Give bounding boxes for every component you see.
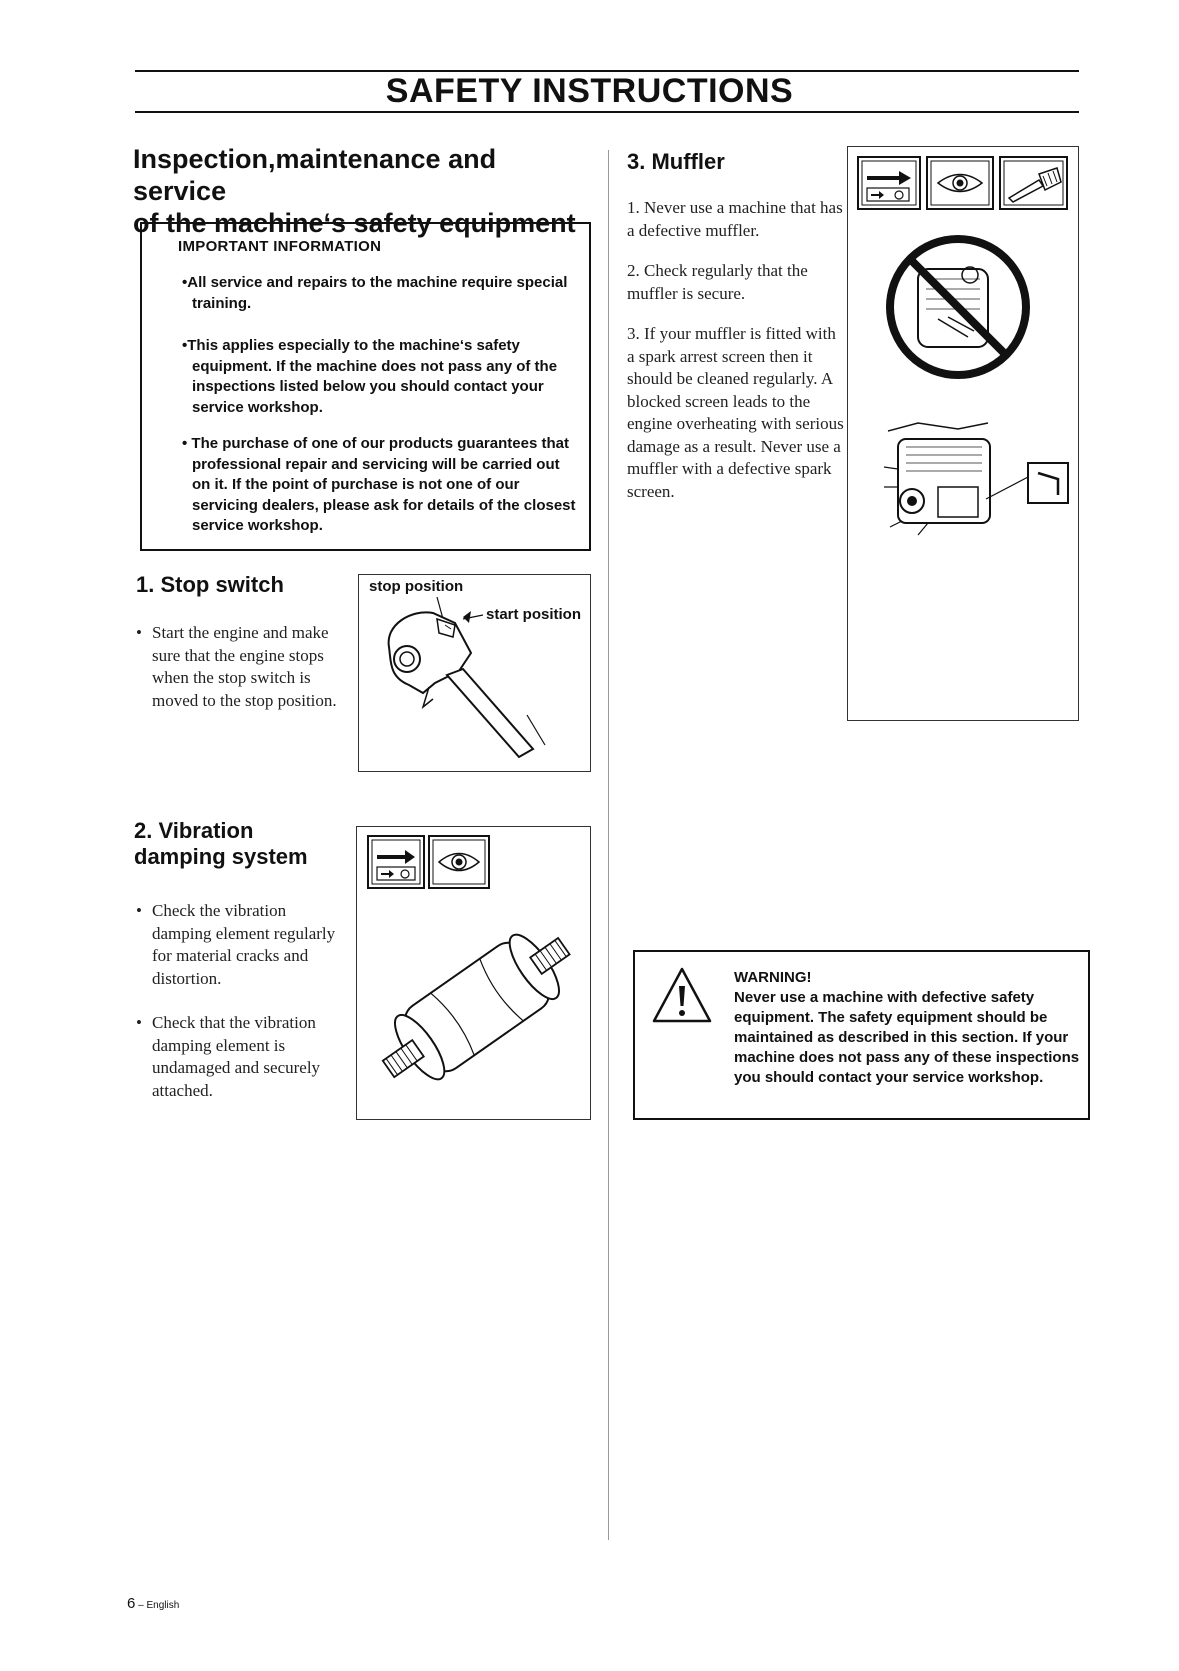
stop-switch-bullet-1: • Start the engine and make sure that the engine stops when the stop switch is moved to the stop position. — [136, 622, 346, 712]
stop-switch-heading: 1. Stop switch — [136, 572, 284, 597]
warning-title: WARNING! — [734, 969, 812, 986]
muffler-icons — [857, 156, 1069, 212]
muffler-list — [627, 197, 845, 521]
vibration-figure — [356, 826, 591, 1120]
vibration-bullet-1: • Check the vibration damping element regularly for material cracks and distortion. — [136, 900, 336, 990]
important-info-box — [140, 222, 591, 551]
page-header-title: SAFETY INSTRUCTIONS — [385, 72, 794, 110]
start-position-label: start position — [486, 606, 582, 623]
warning-box — [633, 950, 1090, 1120]
main-heading-line2: of the machine‘s safety equipment — [133, 208, 576, 238]
muffler-heading: 3. Muffler — [627, 149, 725, 174]
vibration-bullet-2: • Check that the vibration damping element is undamaged and securely attached. — [136, 1012, 336, 1102]
vibration-heading-line2: damping system — [134, 844, 308, 869]
muffler-item-1: 1. Never use a machine that has a defective muffler. — [627, 198, 843, 240]
stop-switch-figure — [358, 574, 591, 772]
stop-switch-illustration — [359, 575, 590, 771]
important-info-item-3: • The purchase of one of our products guarantees that professional repair and servicing will be carried out on it. If the point of purchase is not one of our servicing dealers, please ask for details of the closest service workshop. — [182, 435, 576, 534]
footer-language: English — [146, 1600, 180, 1611]
vibration-damper-illustration — [377, 907, 577, 1107]
stop-position-label: stop position — [369, 578, 464, 595]
vibration-icons — [367, 835, 491, 889]
muffler-item-3: 3. If your muffler is fitted with a spark arrest screen then it should be cleaned regularly. A blocked screen leads to the engine overheating with serious damage as a result. Never use a muffler with a defective spark screen. — [627, 324, 844, 501]
main-heading-line1: Inspection,maintenance and service — [133, 144, 497, 206]
muffler-prohibited-illustration — [878, 227, 1038, 387]
footer-separator: – — [135, 1600, 147, 1611]
muffler-spark-screen-illustration — [878, 417, 1078, 547]
important-info-item-1: •All service and repairs to the machine require special training. — [182, 274, 568, 312]
column-divider — [608, 150, 609, 1540]
vibration-heading-line1: 2. Vibration — [134, 818, 254, 843]
important-info-label: IMPORTANT INFORMATION — [178, 238, 382, 255]
muffler-figure — [847, 146, 1079, 721]
vibration-bullets — [136, 900, 336, 1102]
muffler-item-2: 2. Check regularly that the muffler is secure. — [627, 261, 808, 303]
important-info-item-2: •This applies especially to the machine‘s safety equipment. If the machine does not pass any of the inspections listed below you should contact your service workshop. — [182, 337, 558, 416]
page-number: 6 — [127, 1595, 136, 1612]
warning-triangle-icon — [651, 966, 713, 1024]
stop-switch-bullets — [136, 622, 346, 712]
warning-text: Never use a machine with defective safety equipment. The safety equipment should be maintained as described in this section. If your machine does not pass any of these inspections you should contact your service workshop. — [734, 989, 1080, 1086]
vibration-heading — [134, 818, 308, 870]
page-footer — [127, 1595, 179, 1612]
header-rule-bottom — [135, 111, 1079, 113]
